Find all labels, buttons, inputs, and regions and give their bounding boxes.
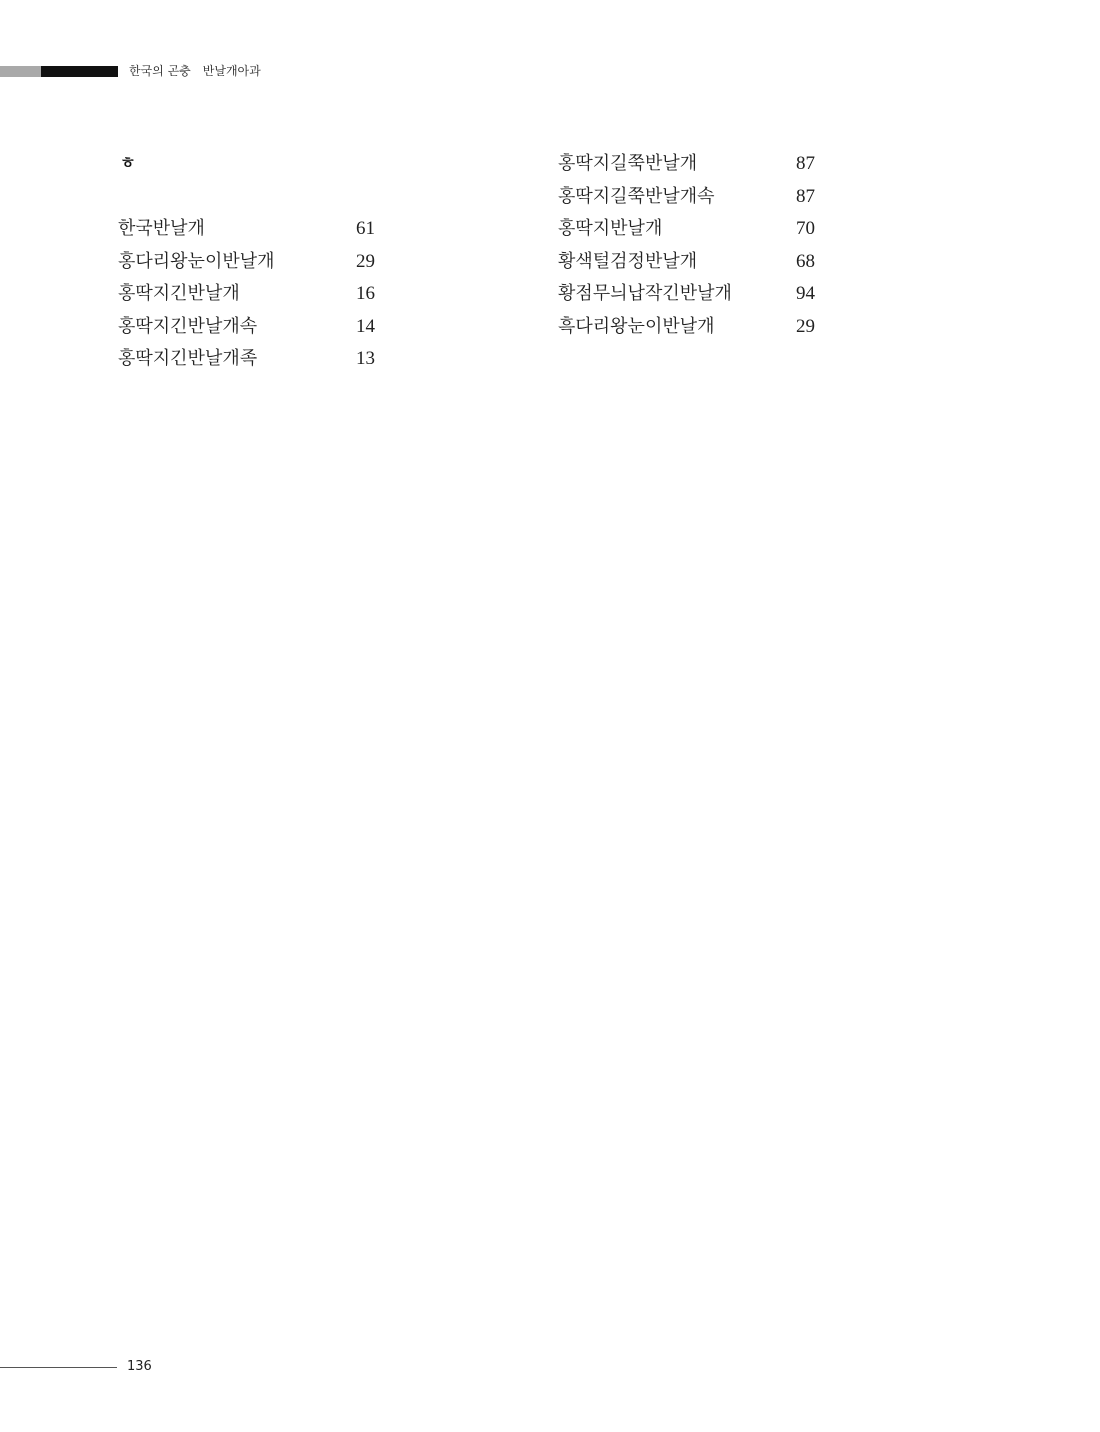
index-entry <box>558 148 828 181</box>
header-bar-black <box>41 66 118 77</box>
index-entry <box>558 213 828 246</box>
index-term: 홍딱지긴반날개족 <box>118 348 258 369</box>
index-term: 홍다리왕눈이반날개 <box>118 250 275 272</box>
index-entry <box>118 343 388 376</box>
index-page-ref: 29 <box>356 250 375 272</box>
index-entry <box>558 181 828 214</box>
index-column-right <box>558 148 828 343</box>
index-term: 홍딱지반날개 <box>558 218 663 239</box>
index-term: 황색털검정반날개 <box>558 250 698 272</box>
running-header <box>129 63 261 79</box>
header-book-title: 한국의 곤충 <box>129 64 191 78</box>
index-entry <box>118 246 388 279</box>
index-page-ref: 87 <box>796 153 815 174</box>
index-page-ref: 94 <box>796 283 815 304</box>
header-bar-gray <box>0 66 41 77</box>
index-page-ref: 29 <box>796 315 815 337</box>
page-number: 136 <box>127 1359 152 1374</box>
header-section-title: 반날개아과 <box>202 64 261 78</box>
index-entry <box>118 278 388 311</box>
index-term: 흑다리왕눈이반날개 <box>558 315 715 337</box>
index-page-ref: 61 <box>356 218 375 239</box>
index-section-letter: ㅎ <box>120 153 136 172</box>
index-page-ref: 87 <box>796 185 815 207</box>
index-term: 홍딱지길쭉반날개속 <box>558 185 715 207</box>
index-column-left <box>118 213 388 376</box>
index-page-ref: 14 <box>356 315 375 337</box>
index-page-ref: 16 <box>356 283 375 304</box>
index-term: 황점무늬납작긴반날개 <box>558 283 732 304</box>
index-entry <box>558 246 828 279</box>
index-term: 한국반날개 <box>118 218 205 239</box>
footer-rule <box>0 1367 117 1368</box>
index-entry <box>558 311 828 344</box>
index-page-ref: 13 <box>356 348 375 369</box>
index-entry <box>558 278 828 311</box>
index-page-ref: 70 <box>796 218 815 239</box>
index-term: 홍딱지길쭉반날개 <box>558 153 698 174</box>
index-term: 홍딱지긴반날개속 <box>118 315 258 337</box>
index-page-ref: 68 <box>796 250 815 272</box>
index-entry <box>118 213 388 246</box>
index-term: 홍딱지긴반날개 <box>118 283 240 304</box>
index-entry <box>118 311 388 344</box>
